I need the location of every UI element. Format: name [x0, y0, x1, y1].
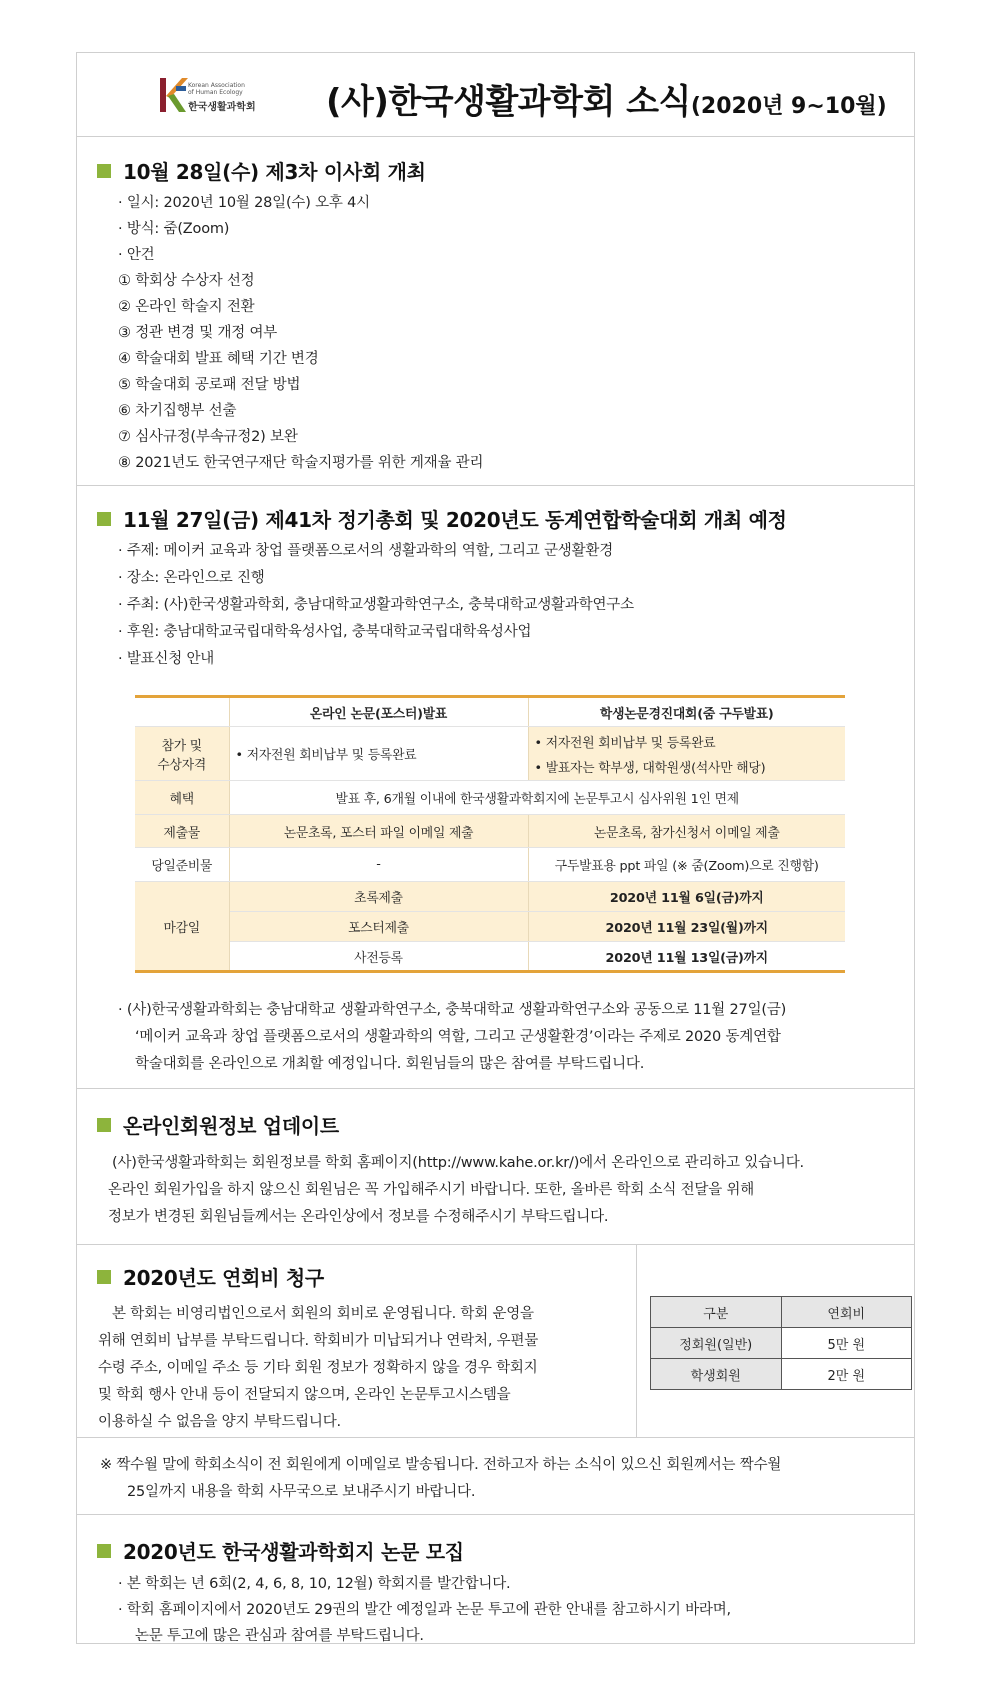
submission-online: 논문초록, 포스터 파일 이메일 제출	[229, 815, 528, 848]
agenda-item: ③ 정관 변경 및 개정 여부	[118, 325, 278, 341]
fee-member-type: 정회원(일반)	[651, 1328, 782, 1359]
deadline-item: 초록제출	[229, 882, 528, 912]
fee-member-type: 학생회원	[651, 1359, 782, 1390]
table-row	[135, 882, 845, 912]
row-label-preparation: 당일준비물	[135, 848, 229, 882]
paragraph-line: (사)한국생활과학회는 회원정보를 학회 홈페이지(http://www.kahe.or.kr/)에서 온라인으로 관리하고 있습니다.	[112, 1155, 804, 1171]
event-note-line: ‘메이커 교육과 창업 플랫폼으로서의 생활과학의 역할, 그리고 군생활환경’이라는 주제로 2020 동계연합	[135, 1029, 781, 1045]
section-square-icon	[97, 164, 111, 178]
fee-amount: 5만 원	[781, 1328, 912, 1359]
agenda-item: ⑥ 차기집행부 선출	[118, 403, 237, 419]
qualification-line: • 저자전원 회비납부 및 등록완료	[534, 735, 716, 751]
section-square-icon	[97, 1270, 111, 1284]
agenda-item: ⑤ 학술대회 공로패 전달 방법	[118, 377, 301, 393]
label-line: 수상자격	[157, 757, 207, 773]
table-row	[135, 781, 845, 815]
fee-header-amount: 연회비	[781, 1297, 912, 1328]
divider	[76, 1514, 915, 1515]
qualification-student	[528, 727, 845, 781]
agenda-item: ④ 학술대회 발표 혜택 기간 변경	[118, 351, 319, 367]
qualification-online: • 저자전원 회비납부 및 등록완료	[229, 727, 528, 781]
paragraph-line: 수령 주소, 이메일 주소 등 기타 회원 정보가 정확하지 않을 경우 학회지	[98, 1360, 538, 1376]
event-note-line: 학술대회를 온라인으로 개최할 예정입니다. 회원님들의 많은 참여를 부탁드립니다.	[135, 1056, 645, 1072]
table-row	[135, 727, 845, 781]
list-item: · 장소: 온라인으로 진행	[118, 570, 265, 586]
table-row	[135, 848, 845, 882]
fee-header-type: 구분	[651, 1297, 782, 1328]
section-title-text: 10월 28일(수) 제3차 이사회 개최	[123, 160, 426, 184]
agenda-item: ⑧ 2021년도 한국연구재단 학술지평가를 위한 게재율 관리	[118, 455, 484, 471]
deadline-item: 사전등록	[229, 942, 528, 972]
fee-table	[650, 1296, 912, 1390]
deadline-item: 포스터제출	[229, 912, 528, 942]
section-title-text: 온라인회원정보 업데이트	[123, 1114, 339, 1138]
paragraph-line: 이용하실 수 없음을 양지 부탁드립니다.	[98, 1414, 341, 1430]
newsletter-header	[76, 52, 915, 136]
event-note-line: · (사)한국생활과학회는 충남대학교 생활과학연구소, 충북대학교 생활과학연구소와 공동으로 11월 27일(금)	[118, 1002, 787, 1018]
row-label-benefit: 혜택	[135, 781, 229, 815]
page-title	[326, 74, 887, 123]
divider	[76, 1244, 915, 1245]
section-square-icon	[97, 1118, 111, 1132]
list-item: · 일시: 2020년 10월 28일(수) 오후 4시	[118, 195, 370, 211]
divider	[76, 1437, 915, 1438]
section-title-text: 2020년도 한국생활과학회지 논문 모집	[123, 1540, 464, 1564]
column-divider	[636, 1244, 637, 1437]
society-logo	[158, 76, 282, 114]
section-board-meeting-title	[97, 156, 426, 185]
paragraph-line: 정보가 변경된 회원님들께서는 온라인상에서 정보를 수정해주시기 부탁드립니다.	[108, 1209, 609, 1225]
fee-row	[651, 1328, 912, 1359]
row-label-submission: 제출물	[135, 815, 229, 848]
k-logo-icon	[158, 76, 188, 114]
table-header-row	[135, 697, 845, 727]
logo-korean-name: 한국생활과학회	[188, 102, 256, 113]
list-item: · 방식: 줌(Zoom)	[118, 221, 230, 237]
list-item: · 발표신청 안내	[118, 651, 215, 667]
fee-table-header	[651, 1297, 912, 1328]
preparation-online: -	[229, 848, 528, 882]
fee-amount: 2만 원	[781, 1359, 912, 1390]
list-item: · 학회 홈페이지에서 2020년도 29권의 발간 예정일과 논문 투고에 관한 안내를 참고하시기 바라며,	[118, 1602, 731, 1618]
table-header-empty	[135, 697, 229, 727]
table-row	[135, 815, 845, 848]
divider	[76, 136, 915, 137]
qualification-line: • 발표자는 학부생, 대학원생(석사만 해당)	[534, 760, 766, 776]
title-period: (2020년 9~10월)	[690, 94, 887, 119]
submission-student: 논문초록, 참가신청서 이메일 제출	[528, 815, 845, 848]
row-label-qualification	[135, 727, 229, 781]
agenda-item: ① 학회상 수상자 선정	[118, 273, 255, 289]
list-item: · 후원: 충남대학교국립대학육성사업, 충북대학교국립대학육성사업	[118, 624, 532, 640]
deadline-date: 2020년 11월 6일(금)까지	[528, 882, 845, 912]
label-line: 참가 및	[161, 738, 202, 754]
table-row	[135, 942, 845, 972]
list-item: 논문 투고에 많은 관심과 참여를 부탁드립니다.	[135, 1628, 424, 1644]
section-annual-fee-title	[97, 1262, 324, 1291]
list-item: · 안건	[118, 247, 155, 263]
section-square-icon	[97, 512, 111, 526]
divider	[76, 485, 915, 486]
paragraph-line: 본 학회는 비영리법인으로서 회원의 회비로 운영됩니다. 학회 운영을	[112, 1306, 534, 1322]
row-label-deadline: 마감일	[135, 882, 229, 972]
logo-english-name: Korean Association of Human Ecology	[188, 82, 245, 96]
deadline-date: 2020년 11월 13일(금)까지	[528, 942, 845, 972]
notice-line: 25일까지 내용을 학회 사무국으로 보내주시기 바랍니다.	[127, 1484, 476, 1500]
benefit-text: 발표 후, 6개월 이내에 한국생활과학회지에 논문투고시 심사위원 1인 면제	[229, 781, 845, 815]
table-row	[135, 912, 845, 942]
fee-row	[651, 1359, 912, 1390]
table-header-online: 온라인 논문(포스터)발표	[229, 697, 528, 727]
table-header-student: 학생논문경진대회(줌 구두발표)	[528, 697, 845, 727]
agenda-item: ② 온라인 학술지 전환	[118, 299, 255, 315]
list-item: · 주최: (사)한국생활과학회, 충남대학교생활과학연구소, 충북대학교생활과학연구소	[118, 597, 634, 613]
section-title-text: 11월 27일(금) 제41차 정기총회 및 2020년도 동계연합학술대회 개최 예정	[123, 508, 787, 532]
divider	[76, 1088, 915, 1089]
title-text: (사)한국생활과학회 소식	[326, 82, 691, 122]
notice-line: ※ 짝수월 말에 학회소식이 전 회원에게 이메일로 발송됩니다. 전하고자 하는 소식이 있으신 회원께서는 짝수월	[100, 1457, 782, 1473]
list-item: · 주제: 메이커 교육과 창업 플랫폼으로서의 생활과학의 역할, 그리고 군생활환경	[118, 543, 614, 559]
section-general-assembly-title	[97, 504, 787, 533]
paragraph-line: 및 학회 행사 안내 등이 전달되지 않으며, 온라인 논문투고시스템을	[98, 1387, 511, 1403]
section-title-text: 2020년도 연회비 청구	[123, 1266, 324, 1290]
list-item: · 본 학회는 년 6회(2, 4, 6, 8, 10, 12월) 학회지를 발간합니다.	[118, 1576, 511, 1592]
section-square-icon	[97, 1544, 111, 1558]
paragraph-line: 위해 연회비 납부를 부탁드립니다. 학회비가 미납되거나 연락처, 우편물	[98, 1333, 539, 1349]
section-paper-call-title	[97, 1536, 464, 1565]
paragraph-line: 온라인 회원가입을 하지 않으신 회원님은 꼭 가입해주시기 바랍니다. 또한, 올바른 학회 소식 전달을 위해	[108, 1182, 755, 1198]
agenda-item: ⑦ 심사규정(부속규정2) 보완	[118, 429, 298, 445]
section-member-info-title	[97, 1110, 339, 1139]
presentation-table	[135, 695, 845, 973]
deadline-date: 2020년 11월 23일(월)까지	[528, 912, 845, 942]
preparation-student: 구두발표용 ppt 파일 (※ 줌(Zoom)으로 진행함)	[528, 848, 845, 882]
